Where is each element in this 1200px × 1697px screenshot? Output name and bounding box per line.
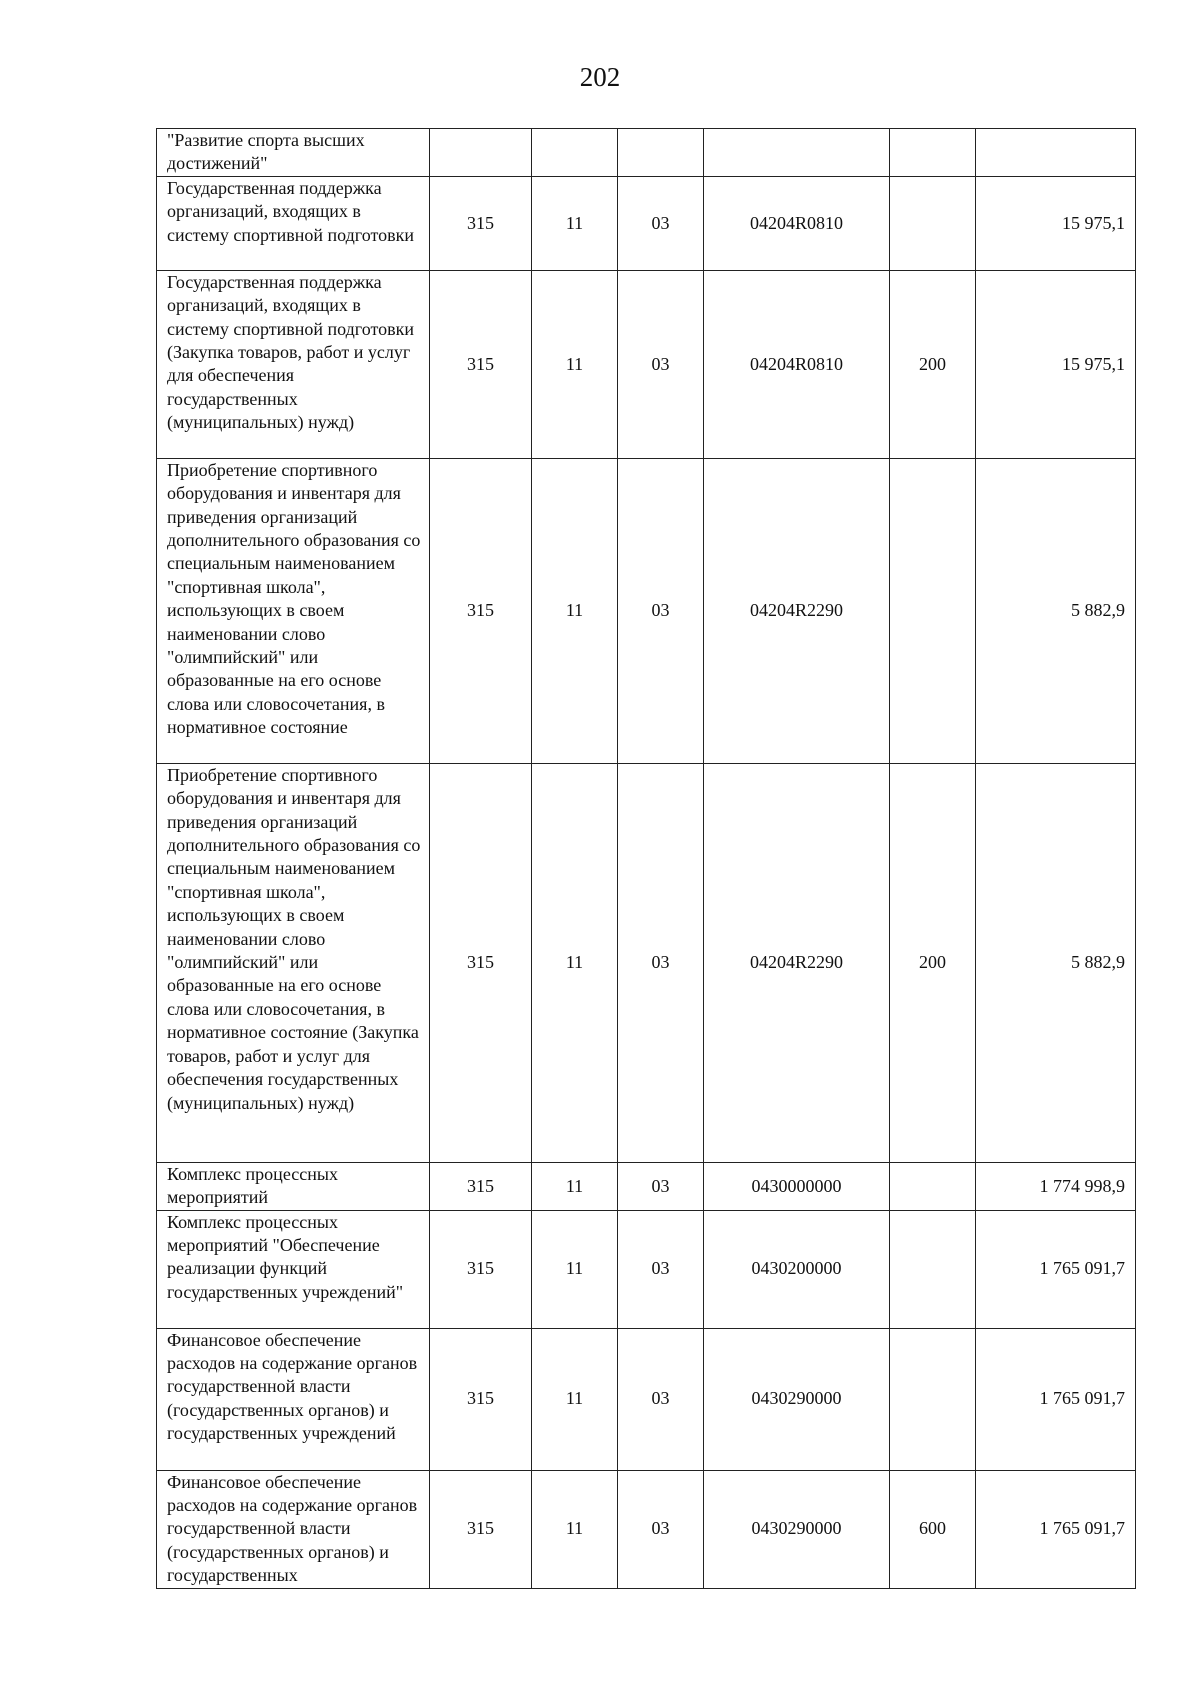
row-section: 11	[532, 763, 618, 1162]
row-grbs: 315	[430, 1210, 532, 1328]
row-expense-type: 200	[890, 270, 976, 458]
row-target-article: 0430290000	[704, 1328, 890, 1470]
row-section: 11	[532, 270, 618, 458]
row-name: Приобретение спортивного оборудования и инвентаря для приведения организаций дополнительного образования со специальным наименованием "спортивная школа", использующих в своем наименовании слово "олимпийский" или образованные на его основе слова или словосочетания, в нормативное состояние	[157, 458, 430, 763]
row-name: Финансовое обеспечение расходов на содержание органов государственной власти (государственных органов) и государственных учреждений	[157, 1328, 430, 1470]
row-section: 11	[532, 1328, 618, 1470]
row-name: "Развитие спорта высших достижений"	[157, 129, 430, 177]
row-expense-type	[890, 129, 976, 177]
row-amount: 1 765 091,7	[976, 1210, 1136, 1328]
row-name: Комплекс процессных мероприятий	[157, 1162, 430, 1210]
row-subsection: 03	[618, 176, 704, 270]
row-grbs: 315	[430, 1470, 532, 1588]
budget-table	[156, 128, 1136, 1589]
row-name: Комплекс процессных мероприятий "Обеспечение реализации функций государственных учреждений"	[157, 1210, 430, 1328]
row-amount: 1 765 091,7	[976, 1328, 1136, 1470]
row-grbs: 315	[430, 270, 532, 458]
table-row	[157, 176, 1136, 270]
row-expense-type: 600	[890, 1470, 976, 1588]
row-section: 11	[532, 1470, 618, 1588]
table-row	[157, 458, 1136, 763]
row-subsection: 03	[618, 1210, 704, 1328]
row-target-article: 04204R2290	[704, 763, 890, 1162]
table-row	[157, 129, 1136, 177]
row-amount: 1 774 998,9	[976, 1162, 1136, 1210]
row-amount: 5 882,9	[976, 458, 1136, 763]
row-target-article: 04204R0810	[704, 176, 890, 270]
row-subsection: 03	[618, 1162, 704, 1210]
row-grbs: 315	[430, 1162, 532, 1210]
row-name: Государственная поддержка организаций, входящих в систему спортивной подготовки (Закупка товаров, работ и услуг для обеспечения государственных (муниципальных) нужд)	[157, 270, 430, 458]
row-subsection: 03	[618, 1470, 704, 1588]
row-expense-type	[890, 1162, 976, 1210]
table-row	[157, 1328, 1136, 1470]
table-row	[157, 763, 1136, 1162]
row-name: Государственная поддержка организаций, входящих в систему спортивной подготовки	[157, 176, 430, 270]
table-row	[157, 1470, 1136, 1588]
row-amount: 15 975,1	[976, 176, 1136, 270]
row-grbs	[430, 129, 532, 177]
row-subsection: 03	[618, 1328, 704, 1470]
row-amount: 1 765 091,7	[976, 1470, 1136, 1588]
row-grbs: 315	[430, 763, 532, 1162]
row-amount: 5 882,9	[976, 763, 1136, 1162]
row-subsection: 03	[618, 270, 704, 458]
row-section: 11	[532, 1162, 618, 1210]
row-amount: 15 975,1	[976, 270, 1136, 458]
row-amount	[976, 129, 1136, 177]
row-name: Финансовое обеспечение расходов на содержание органов государственной власти (государственных органов) и государственных	[157, 1470, 430, 1588]
row-expense-type	[890, 1328, 976, 1470]
row-name: Приобретение спортивного оборудования и инвентаря для приведения организаций дополнительного образования со специальным наименованием "спортивная школа", использующих в своем наименовании слово "олимпийский" или образованные на его основе слова или словосочетания, в нормативное состояние (Закупка товаров, работ и услуг для обеспечения государственных (муниципальных) нужд)	[157, 763, 430, 1162]
row-target-article: 04204R2290	[704, 458, 890, 763]
row-section: 11	[532, 176, 618, 270]
row-expense-type: 200	[890, 763, 976, 1162]
row-target-article: 0430000000	[704, 1162, 890, 1210]
row-section	[532, 129, 618, 177]
row-target-article: 0430290000	[704, 1470, 890, 1588]
table-row	[157, 270, 1136, 458]
row-subsection	[618, 129, 704, 177]
row-subsection: 03	[618, 458, 704, 763]
row-target-article	[704, 129, 890, 177]
row-expense-type	[890, 458, 976, 763]
row-expense-type	[890, 1210, 976, 1328]
row-section: 11	[532, 1210, 618, 1328]
table-row	[157, 1210, 1136, 1328]
row-subsection: 03	[618, 763, 704, 1162]
row-expense-type	[890, 176, 976, 270]
page-number: 202	[579, 62, 621, 92]
table-row	[157, 1162, 1136, 1210]
row-target-article: 0430200000	[704, 1210, 890, 1328]
row-section: 11	[532, 458, 618, 763]
row-grbs: 315	[430, 458, 532, 763]
row-grbs: 315	[430, 1328, 532, 1470]
row-target-article: 04204R0810	[704, 270, 890, 458]
row-grbs: 315	[430, 176, 532, 270]
